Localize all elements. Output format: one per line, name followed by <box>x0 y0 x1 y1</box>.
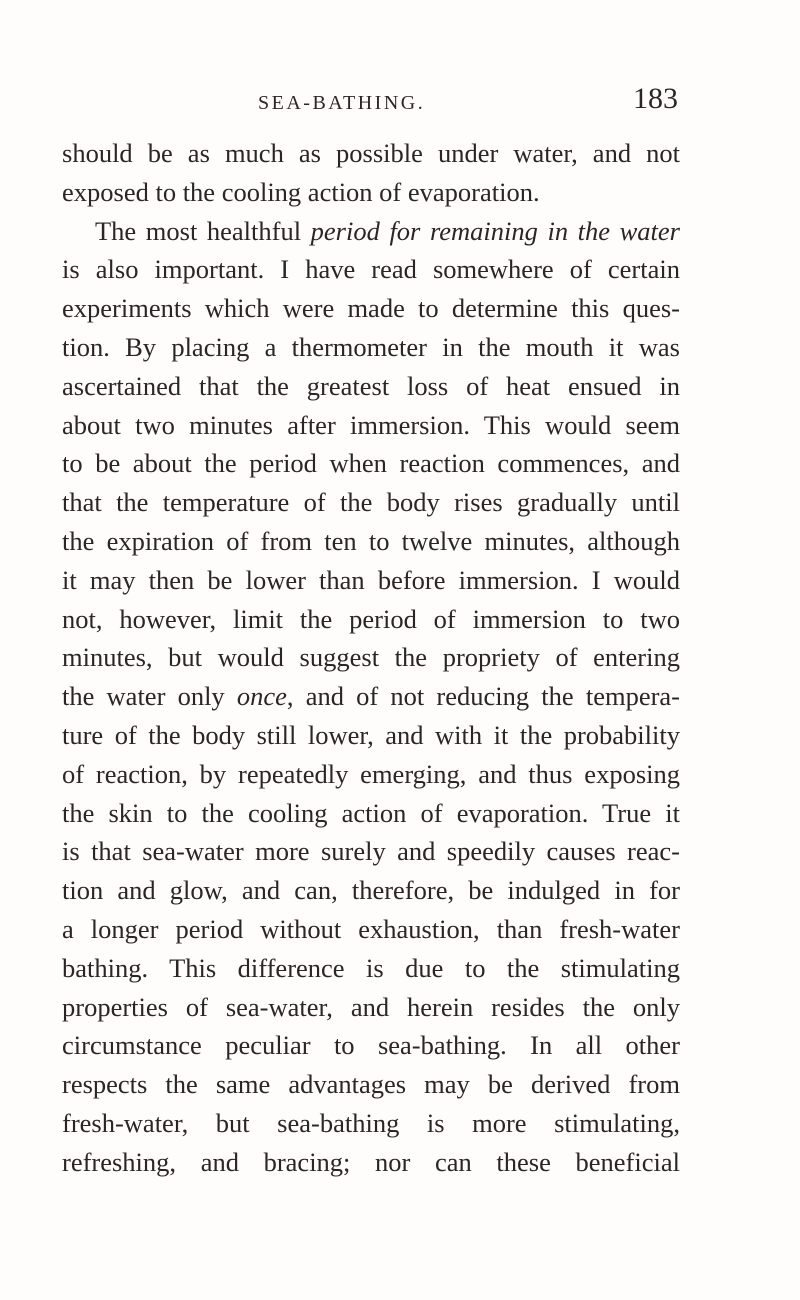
page-number: 183 <box>633 82 678 115</box>
text-line: minutes, but would suggest the propriety of entering <box>62 642 680 673</box>
text-line: of reaction, by repeatedly emerging, and thus exposing <box>62 758 680 789</box>
text-line: tion and glow, and can, therefore, be indulged in for <box>62 875 680 906</box>
text-line: refreshing, and bracing; nor can these beneficial <box>62 1146 680 1177</box>
body-text <box>62 134 680 1182</box>
text-line: that the temperature of the body rises gradually until <box>62 487 680 518</box>
text-line: to be about the period when reaction commences, and <box>62 448 680 479</box>
running-head-title: SEA-BATHING. <box>258 92 426 114</box>
text-line: the expiration of from ten to twelve minutes, although <box>62 525 680 556</box>
text-line: is that sea-water more surely and speedily causes reac- <box>62 836 680 867</box>
text-line: respects the same advantages may be derived from <box>62 1069 680 1100</box>
text-line: bathing. This difference is due to the stimulating <box>62 952 680 983</box>
italic-phrase: period for remaining in the water <box>310 215 680 246</box>
text-line: about two minutes after immersion. This would seem <box>62 409 680 440</box>
text-line: is also important. I have read somewhere of certain <box>62 254 680 285</box>
running-head <box>258 82 678 122</box>
text-line: fresh-water, but sea-bathing is more stimulating, <box>62 1107 680 1138</box>
text-line: should be as much as possible under water, and not <box>62 138 680 168</box>
text-line: a longer period without exhaustion, than fresh-water <box>62 913 680 944</box>
text-line: ascertained that the greatest loss of heat ensued in <box>62 370 680 401</box>
text-line: ture of the body still lower, and with it the probability <box>62 719 680 750</box>
text-line: properties of sea-water, and herein resides the only <box>62 991 680 1022</box>
text-line: the water only once, and of not reducing the tempera- <box>62 681 680 712</box>
text-line: tion. By placing a thermometer in the mouth it was <box>62 331 680 362</box>
text-line: it may then be lower than before immersion. I would <box>62 564 680 595</box>
italic-word: once <box>236 681 287 712</box>
text-line: not, however, limit the period of immersion to two <box>62 603 680 634</box>
text-line: exposed to the cooling action of evaporation. <box>62 176 540 207</box>
text-line: circumstance peculiar to sea-bathing. In all other <box>62 1030 680 1061</box>
text-line: The most healthful period for remaining in the water <box>95 215 680 246</box>
text-line: the skin to the cooling action of evaporation. True it <box>62 797 680 828</box>
text-line: experiments which were made to determine this ques- <box>62 293 680 324</box>
